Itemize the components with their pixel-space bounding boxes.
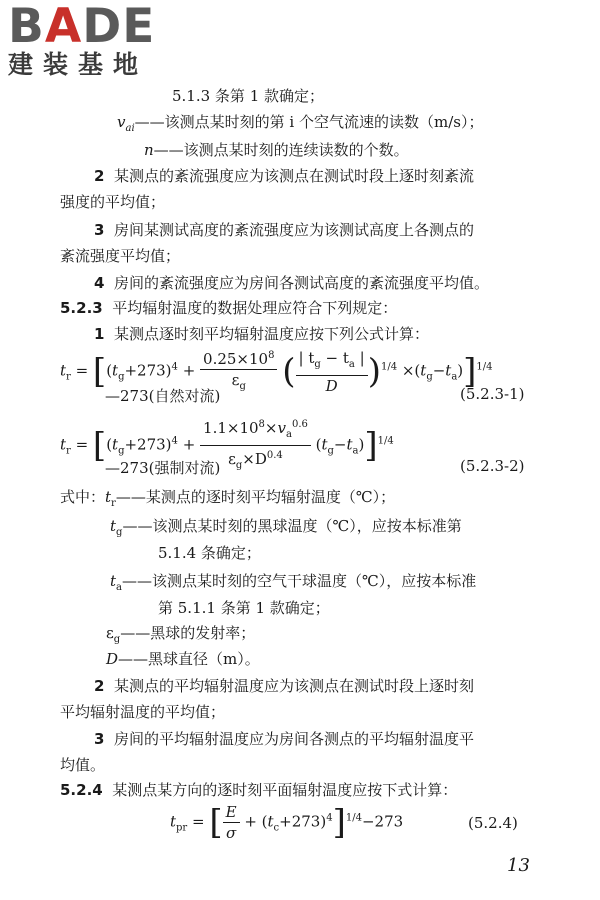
text-line: 5.1.4 条确定； [158, 544, 261, 562]
logo [8, 2, 178, 80]
equation-5-2-4: $t_{pr}$ = [ $\frac{E}{\sigma}$ + $(t_c+273)^4]^{1/4}-273$ [170, 802, 404, 843]
paragraph: 4 房间的紊流强度应为房间各测试高度的紊流强度平均值。 [94, 274, 489, 292]
equation-number: (5.2.3-1) [460, 385, 525, 403]
paragraph: 平均辐射温度的平均值； [60, 703, 226, 721]
paragraph: 1 某测点逐时刻平均辐射温度应按下列公式计算： [94, 325, 429, 343]
variable-def: $v_{ai}——$该测点某时刻的第 i 个空气流速的读数（m/s）； [117, 113, 484, 134]
section-heading: 5.2.4 某测点某方向的逐时刻平面辐射温度应按下式计算： [60, 781, 458, 799]
text-line: 第 5.1.1 条第 1 款确定； [158, 599, 330, 617]
paragraph: 均值。 [60, 756, 106, 774]
paragraph: 3 房间某测试高度的紊流强度应为该测试高度上各测点的 [94, 221, 474, 239]
section-heading: 5.2.3 平均辐射温度的数据处理应符合下列规定： [60, 299, 398, 317]
logo-brand: BADE [8, 0, 156, 54]
equation-5-2-3-1: $t_r = [(t_g+273)^4$ + $\frac{0.25\times 10^8}{\varepsilon_g}$ ( $\frac{| t_g - t_a |}{D}$ )$^{1/4} \times(t_g-t_a)]^{1/4}$ [60, 346, 493, 397]
equation-tail: —273(自然对流) [105, 387, 221, 405]
variable-def: 式中：$t_r——$某测点的逐时刻平均辐射温度（℃）； [60, 488, 396, 509]
equation-5-2-3-2: $t_r = [(t_g+273)^4$ + $\frac{1.1\times 10^8\times v_a^{0.6}}{\varepsilon_g\times D^{0.4}}$ $(t_g-t_a)]^{1/4}$ [60, 415, 394, 476]
paragraph: 2 某测点的紊流强度应为该测点在测试时段上逐时刻紊流 [94, 167, 474, 185]
text-line: 5.1.3 条第 1 款确定； [172, 87, 325, 105]
paragraph: 强度的平均值； [60, 193, 166, 211]
paragraph: 2 某测点的平均辐射温度应为该测点在测试时段上逐时刻 [94, 677, 474, 695]
equation-number: (5.2.4) [468, 814, 518, 832]
paragraph: 3 房间的平均辐射温度应为房间各测点的平均辐射温度平 [94, 730, 474, 748]
logo-subtitle: 建装基地 [8, 50, 149, 79]
page-number: 13 [507, 855, 530, 876]
equation-number: (5.2.3-2) [460, 457, 525, 475]
variable-def: $\varepsilon_g——$黑球的发射率； [106, 624, 256, 645]
paragraph: 紊流强度平均值； [60, 247, 181, 265]
equation-tail: —273(强制对流) [105, 459, 221, 477]
variable-def: $t_g——$该测点某时刻的黑球温度（℃），应按本标准第 [110, 517, 462, 538]
variable-def: n——该测点某时刻的连续读数的个数。 [144, 141, 409, 159]
variable-def: $t_a——$该测点某时刻的空气干球温度（℃），应按本标准 [110, 572, 477, 593]
variable-def: D——黑球直径（m）。 [106, 650, 260, 668]
